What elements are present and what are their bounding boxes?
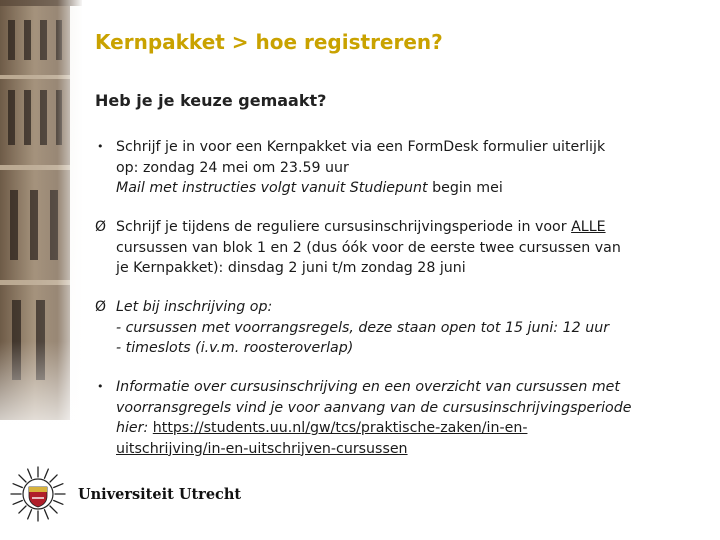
bullet-text: hier: xyxy=(116,420,153,436)
bullet-line xyxy=(95,217,710,238)
bullet-line xyxy=(95,439,710,460)
bullet-text: - cursussen met voorrangsregels, deze staan open tot xyxy=(116,319,505,336)
bullet-text: Mail met instructies volgt vanuit Studiepunt xyxy=(116,180,433,196)
info-link-continued[interactable]: uitschrijving/in-en-uitschrijven-cursussen xyxy=(116,440,408,457)
arrow-bullet-icon: Ø xyxy=(95,219,107,235)
bullet-text: Let bij inschrijving op: xyxy=(116,299,273,315)
bullet-line: cursussen van blok 1 en 2 (dus óók voor de eerste twee cursussen van xyxy=(116,239,621,256)
bullet-line xyxy=(95,258,710,279)
bullet-line xyxy=(95,398,710,419)
bullet-line: Schrijf je in voor een Kernpakket via een FormDesk formulier uiterlijk xyxy=(116,139,606,155)
bullet-text: - timeslots (i.v.m. roosteroverlap) xyxy=(116,340,354,356)
mail-date: begin mei xyxy=(432,180,503,196)
bullet-text: voorransgregels vind je voor aanvang van de cursusinschrijvingsperiode xyxy=(116,399,632,416)
bullet-text: Schrijf je tijdens de reguliere cursusinschrijvingsperiode in voor xyxy=(116,219,572,235)
list-item xyxy=(95,217,710,279)
arrow-bullet-icon: Ø xyxy=(95,299,107,315)
bullet-text: Informatie over cursusinschrijving en een overzicht van cursussen met xyxy=(116,379,620,395)
priority-deadline: 15 juni: 12 uur xyxy=(504,319,610,336)
list-item xyxy=(95,377,710,459)
university-seal-icon xyxy=(10,466,66,522)
university-name: Universiteit Utrecht xyxy=(78,486,242,503)
dom-tower-photo xyxy=(0,0,82,455)
bullet-line xyxy=(95,158,710,179)
bullet-line xyxy=(95,318,710,339)
registration-period: dinsdag 2 juni t/m zondag 28 juni xyxy=(227,260,466,276)
bullet-line xyxy=(95,297,710,318)
bullet-line xyxy=(95,377,710,398)
bullet-dot-icon: • xyxy=(97,380,104,393)
bullet-line xyxy=(95,178,710,199)
slide-subtitle: Heb je je keuze gemaakt? xyxy=(95,91,327,110)
slide-title: Kernpakket > hoe registreren? xyxy=(95,30,443,54)
info-link[interactable]: https://students.uu.nl/gw/tcs/praktische-zaken/in-en- xyxy=(152,420,528,436)
bullet-dot-icon: • xyxy=(97,140,104,153)
list-item xyxy=(95,137,710,199)
emphasis-all: ALLE xyxy=(571,219,606,235)
bullet-text: op: xyxy=(116,159,143,176)
deadline-date: zondag 24 mei om 23.59 uur xyxy=(142,159,349,176)
bullet-text: je Kernpakket): xyxy=(116,260,228,276)
bullet-line xyxy=(95,338,710,359)
bullet-line xyxy=(95,418,710,439)
list-item xyxy=(95,297,710,359)
